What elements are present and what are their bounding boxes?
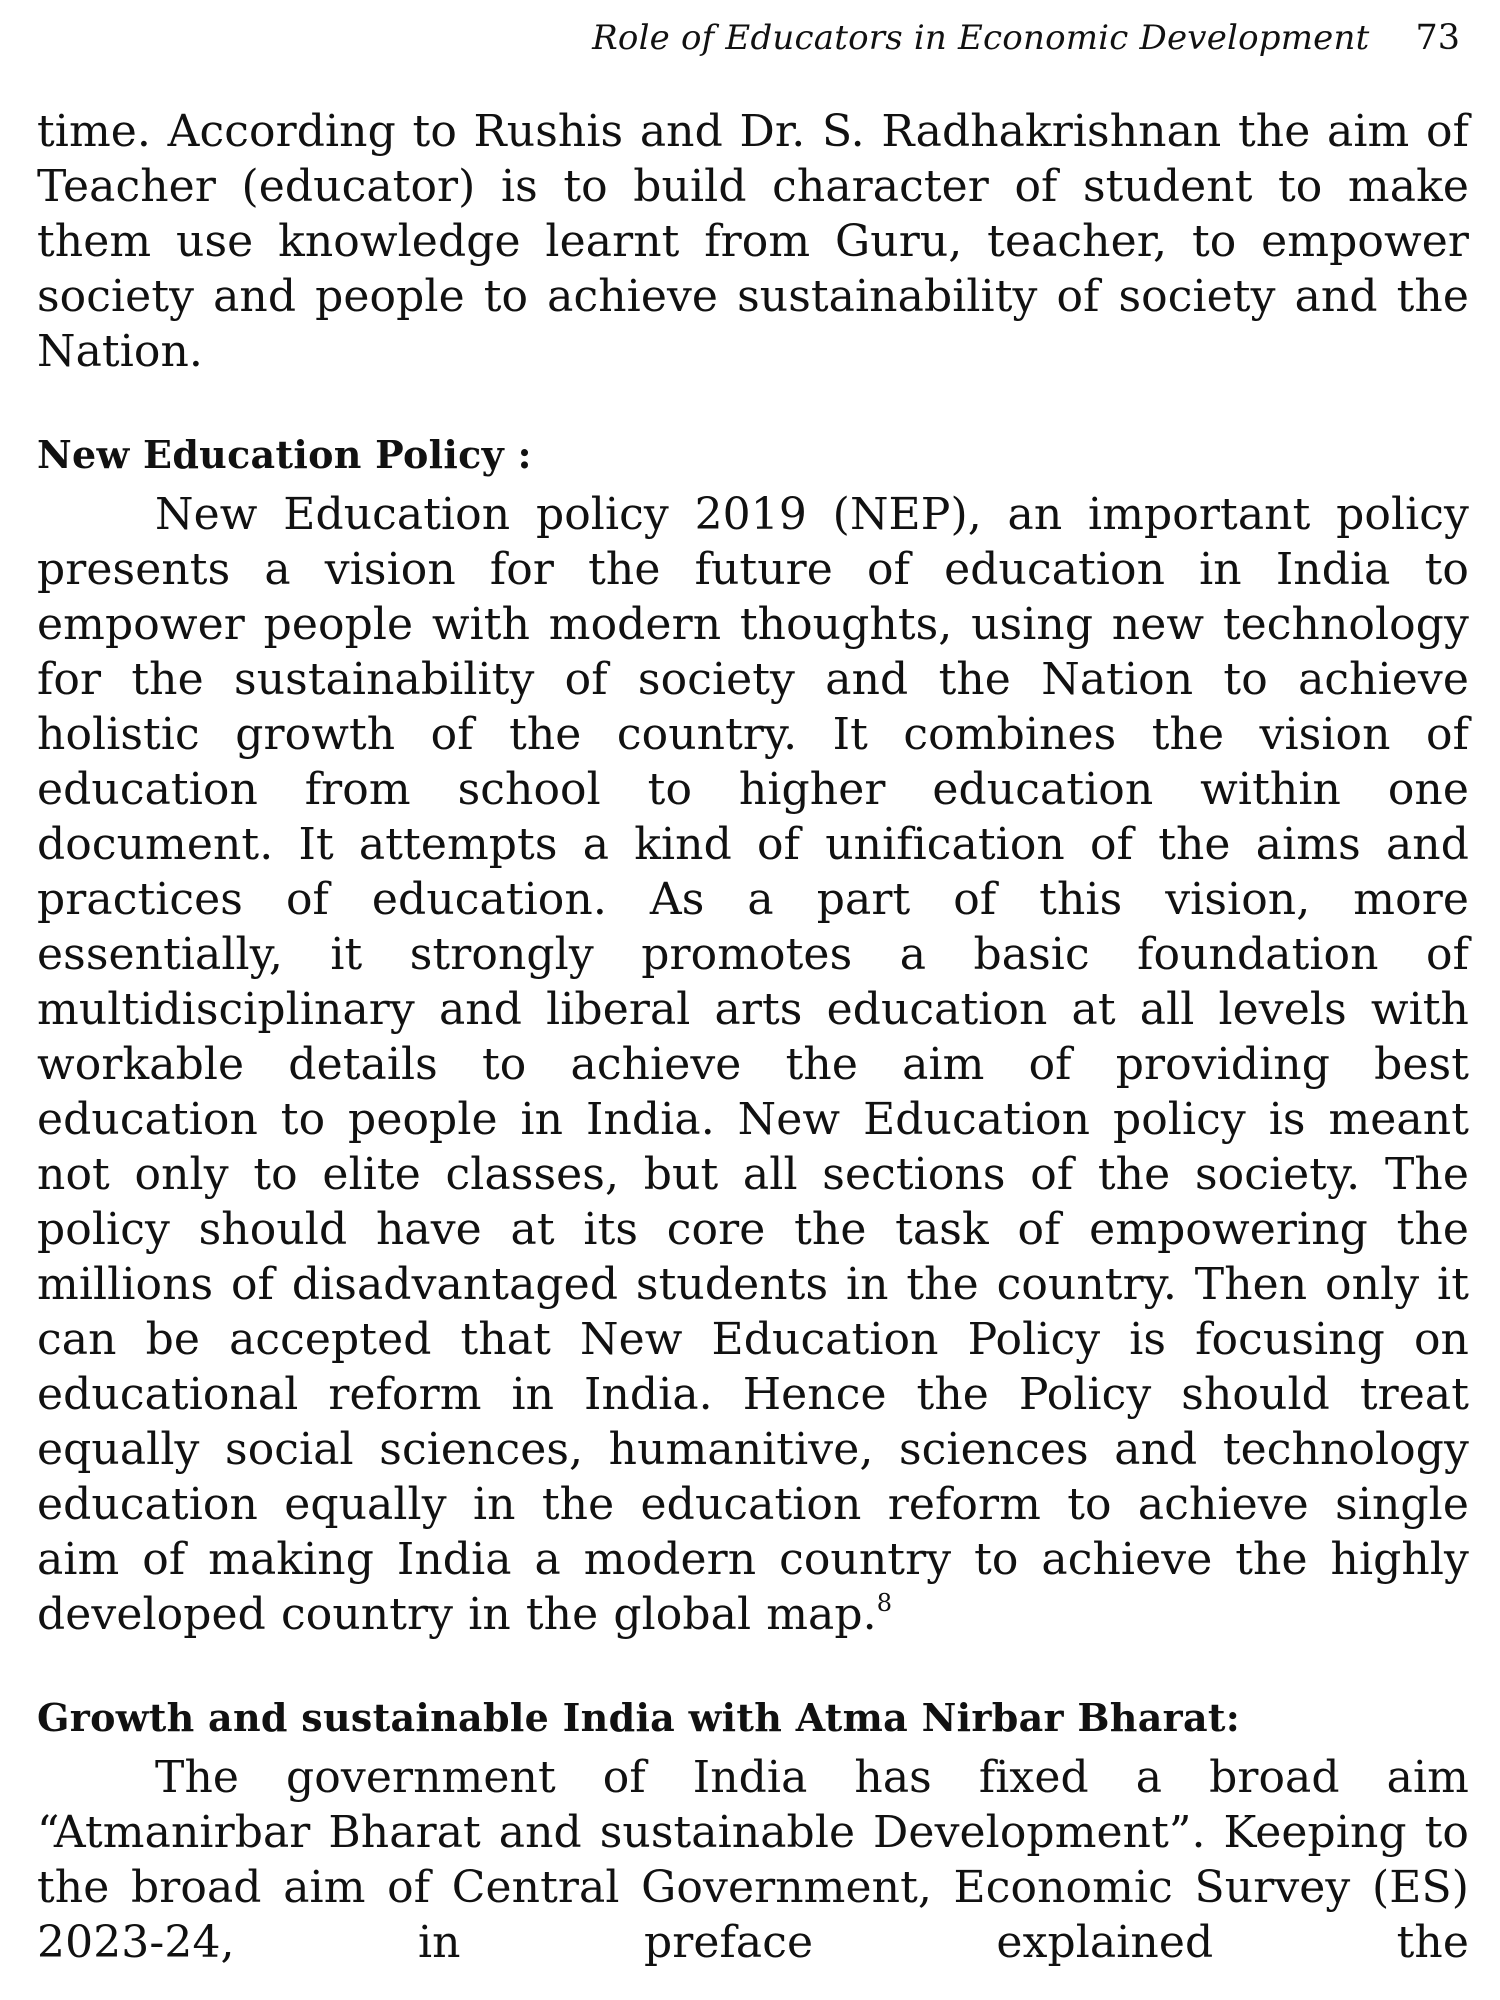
spacer [37, 479, 1469, 487]
running-header [592, 18, 1460, 58]
spacer [37, 379, 1469, 431]
running-title: Role of Educators in Economic Development [592, 18, 1370, 58]
section-heading-atma-nirbar-bharat: Growth and sustainable India with Atma Nirbar Bharat: [37, 1695, 1241, 1740]
atmanirbar-paragraph: The government of India has fixed a broad aim “Atmanirbar Bharat and sustainable Development”. Keeping to the broad aim of Central Government, Economic Survey (ES) 2023-24, in preface explained the [37, 1752, 1469, 1968]
intro-paragraph: time. According to Rushis and Dr. S. Radhakrishnan the aim of Teacher (educator) is to build character of student to make them use knowledge learnt from Guru, teacher, to empower society and people to achieve sustainability of society and the Nation. [37, 106, 1469, 377]
section-heading-new-education-policy: New Education Policy : [37, 432, 532, 477]
spacer [37, 1642, 1469, 1694]
spacer [37, 1742, 1469, 1750]
page-body [37, 104, 1469, 1970]
nep-paragraph [37, 487, 1469, 1642]
page-number: 73 [1415, 18, 1460, 58]
footnote-marker: 8 [876, 1589, 893, 1618]
nep-paragraph-text: New Education policy 2019 (NEP), an important policy presents a vision for the future of education in India to empower people with modern thoughts, using new technology for the sustainability of society and the Nation to achieve holistic growth of the country. It combines the vision of education from school to higher education within one document. It attempts a kind of unification of the aims and practices of education. As a part of this vision, more essentially, it strongly promotes a basic foundation of multidisciplinary and liberal arts education at all levels with workable details to achieve the aim of providing best education to people in India. New Education policy is meant not only to elite classes, but all sections of the society. The policy should have at its core the task of empowering the millions of disadvantaged students in the country. Then only it can be accepted that New Education Policy is focusing on educational reform in India. Hence the Policy should treat equally social sciences, humanitive, sciences and technology education equally in the education reform to achieve single aim of making India a modern country to achieve the highly developed country in the global map. [37, 489, 1469, 1640]
